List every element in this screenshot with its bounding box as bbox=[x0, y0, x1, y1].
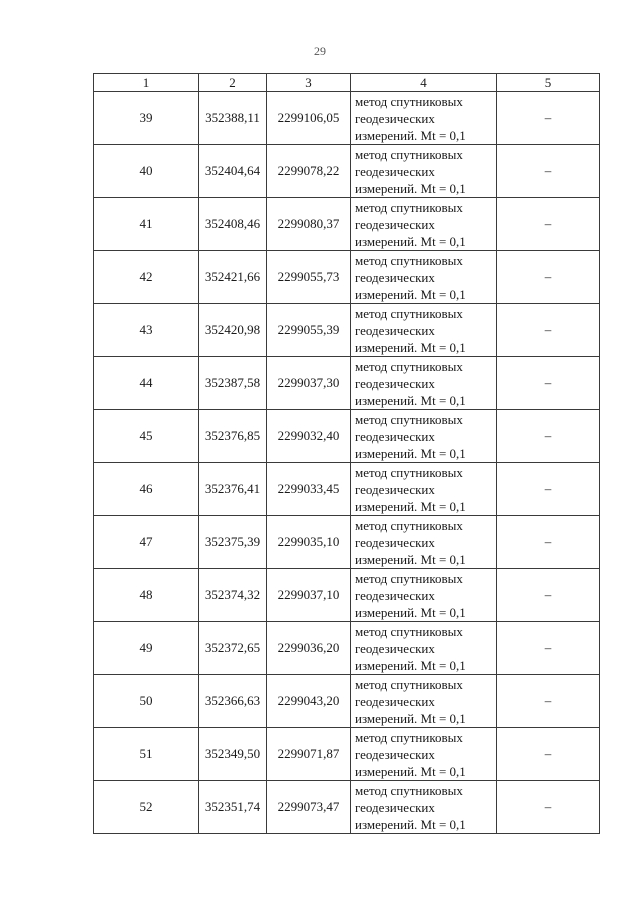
table-row bbox=[94, 251, 600, 304]
method-line: геодезических bbox=[355, 269, 435, 285]
method-line: измерений. Mt = 0,1 bbox=[355, 816, 466, 832]
method-line: измерений. Mt = 0,1 bbox=[355, 180, 466, 196]
x-coordinate-cell: 352420,98 bbox=[199, 304, 267, 357]
column-header-5: 5 bbox=[497, 74, 600, 92]
method-cell bbox=[351, 304, 497, 357]
method-line: метод спутниковых bbox=[355, 623, 463, 639]
method-line: геодезических bbox=[355, 640, 435, 656]
method-cell bbox=[351, 198, 497, 251]
table-row bbox=[94, 516, 600, 569]
point-number-cell: 45 bbox=[94, 410, 199, 463]
point-number-cell: 43 bbox=[94, 304, 199, 357]
y-coordinate-cell: 2299071,87 bbox=[267, 728, 351, 781]
y-coordinate-cell: 2299043,20 bbox=[267, 675, 351, 728]
method-line: геодезических bbox=[355, 799, 435, 815]
x-coordinate-cell: 352375,39 bbox=[199, 516, 267, 569]
table-row bbox=[94, 675, 600, 728]
method-line: метод спутниковых bbox=[355, 782, 463, 798]
y-coordinate-cell: 2299055,39 bbox=[267, 304, 351, 357]
y-coordinate-cell: 2299033,45 bbox=[267, 463, 351, 516]
method-line: геодезических bbox=[355, 481, 435, 497]
method-line: метод спутниковых bbox=[355, 570, 463, 586]
table-row bbox=[94, 463, 600, 516]
column-header-1: 1 bbox=[94, 74, 199, 92]
table-row bbox=[94, 92, 600, 145]
point-number-cell: 44 bbox=[94, 357, 199, 410]
method-cell bbox=[351, 675, 497, 728]
method-line: измерений. Mt = 0,1 bbox=[355, 286, 466, 302]
column-header-3: 3 bbox=[267, 74, 351, 92]
method-line: геодезических bbox=[355, 746, 435, 762]
table-row bbox=[94, 569, 600, 622]
y-coordinate-cell: 2299073,47 bbox=[267, 781, 351, 834]
method-line: измерений. Mt = 0,1 bbox=[355, 392, 466, 408]
point-number-cell: 47 bbox=[94, 516, 199, 569]
table-row bbox=[94, 198, 600, 251]
column-5-cell: – bbox=[497, 516, 600, 569]
method-line: метод спутниковых bbox=[355, 93, 463, 109]
point-number-cell: 42 bbox=[94, 251, 199, 304]
y-coordinate-cell: 2299080,37 bbox=[267, 198, 351, 251]
method-cell bbox=[351, 357, 497, 410]
point-number-cell: 40 bbox=[94, 145, 199, 198]
method-line: измерений. Mt = 0,1 bbox=[355, 339, 466, 355]
method-line: геодезических bbox=[355, 322, 435, 338]
x-coordinate-cell: 352421,66 bbox=[199, 251, 267, 304]
column-5-cell: – bbox=[497, 145, 600, 198]
y-coordinate-cell: 2299032,40 bbox=[267, 410, 351, 463]
table-row bbox=[94, 622, 600, 675]
method-cell bbox=[351, 410, 497, 463]
column-5-cell: – bbox=[497, 198, 600, 251]
method-line: метод спутниковых bbox=[355, 305, 463, 321]
method-line: измерений. Mt = 0,1 bbox=[355, 551, 466, 567]
column-5-cell: – bbox=[497, 463, 600, 516]
x-coordinate-cell: 352388,11 bbox=[199, 92, 267, 145]
method-cell bbox=[351, 251, 497, 304]
method-line: геодезических bbox=[355, 216, 435, 232]
x-coordinate-cell: 352387,58 bbox=[199, 357, 267, 410]
point-number-cell: 46 bbox=[94, 463, 199, 516]
y-coordinate-cell: 2299037,10 bbox=[267, 569, 351, 622]
table-row bbox=[94, 781, 600, 834]
method-line: метод спутниковых bbox=[355, 199, 463, 215]
column-5-cell: – bbox=[497, 304, 600, 357]
column-5-cell: – bbox=[497, 781, 600, 834]
column-5-cell: – bbox=[497, 675, 600, 728]
method-line: метод спутниковых bbox=[355, 252, 463, 268]
method-line: геодезических bbox=[355, 163, 435, 179]
point-number-cell: 39 bbox=[94, 92, 199, 145]
x-coordinate-cell: 352408,46 bbox=[199, 198, 267, 251]
method-line: геодезических bbox=[355, 428, 435, 444]
method-line: метод спутниковых bbox=[355, 676, 463, 692]
method-line: метод спутниковых bbox=[355, 358, 463, 374]
method-line: измерений. Mt = 0,1 bbox=[355, 710, 466, 726]
point-number-cell: 41 bbox=[94, 198, 199, 251]
column-header-4: 4 bbox=[351, 74, 497, 92]
table-row bbox=[94, 728, 600, 781]
column-5-cell: – bbox=[497, 622, 600, 675]
method-cell bbox=[351, 622, 497, 675]
coordinates-table bbox=[93, 73, 600, 834]
method-line: измерений. Mt = 0,1 bbox=[355, 445, 466, 461]
y-coordinate-cell: 2299078,22 bbox=[267, 145, 351, 198]
column-5-cell: – bbox=[497, 728, 600, 781]
method-line: измерений. Mt = 0,1 bbox=[355, 763, 466, 779]
y-coordinate-cell: 2299055,73 bbox=[267, 251, 351, 304]
method-line: геодезических bbox=[355, 693, 435, 709]
method-line: метод спутниковых bbox=[355, 729, 463, 745]
method-cell bbox=[351, 92, 497, 145]
x-coordinate-cell: 352349,50 bbox=[199, 728, 267, 781]
x-coordinate-cell: 352374,32 bbox=[199, 569, 267, 622]
x-coordinate-cell: 352372,65 bbox=[199, 622, 267, 675]
table-row bbox=[94, 304, 600, 357]
method-line: метод спутниковых bbox=[355, 411, 463, 427]
point-number-cell: 48 bbox=[94, 569, 199, 622]
y-coordinate-cell: 2299036,20 bbox=[267, 622, 351, 675]
method-line: измерений. Mt = 0,1 bbox=[355, 127, 466, 143]
method-line: измерений. Mt = 0,1 bbox=[355, 233, 466, 249]
y-coordinate-cell: 2299106,05 bbox=[267, 92, 351, 145]
table-header-row bbox=[94, 74, 600, 92]
method-cell bbox=[351, 516, 497, 569]
x-coordinate-cell: 352351,74 bbox=[199, 781, 267, 834]
method-line: метод спутниковых bbox=[355, 517, 463, 533]
method-cell bbox=[351, 145, 497, 198]
method-cell bbox=[351, 781, 497, 834]
x-coordinate-cell: 352376,41 bbox=[199, 463, 267, 516]
column-5-cell: – bbox=[497, 357, 600, 410]
method-cell bbox=[351, 728, 497, 781]
x-coordinate-cell: 352376,85 bbox=[199, 410, 267, 463]
method-line: измерений. Mt = 0,1 bbox=[355, 657, 466, 673]
x-coordinate-cell: 352366,63 bbox=[199, 675, 267, 728]
point-number-cell: 50 bbox=[94, 675, 199, 728]
method-line: геодезических bbox=[355, 110, 435, 126]
point-number-cell: 49 bbox=[94, 622, 199, 675]
column-5-cell: – bbox=[497, 251, 600, 304]
method-line: измерений. Mt = 0,1 bbox=[355, 604, 466, 620]
point-number-cell: 52 bbox=[94, 781, 199, 834]
method-cell bbox=[351, 569, 497, 622]
table-row bbox=[94, 145, 600, 198]
method-line: геодезических bbox=[355, 534, 435, 550]
method-line: измерений. Mt = 0,1 bbox=[355, 498, 466, 514]
x-coordinate-cell: 352404,64 bbox=[199, 145, 267, 198]
point-number-cell: 51 bbox=[94, 728, 199, 781]
method-line: метод спутниковых bbox=[355, 464, 463, 480]
table-row bbox=[94, 357, 600, 410]
method-cell bbox=[351, 463, 497, 516]
page-number: 29 bbox=[314, 44, 326, 58]
column-5-cell: – bbox=[497, 92, 600, 145]
table-body bbox=[94, 92, 600, 834]
method-line: геодезических bbox=[355, 375, 435, 391]
column-5-cell: – bbox=[497, 569, 600, 622]
method-line: метод спутниковых bbox=[355, 146, 463, 162]
y-coordinate-cell: 2299035,10 bbox=[267, 516, 351, 569]
column-header-2: 2 bbox=[199, 74, 267, 92]
y-coordinate-cell: 2299037,30 bbox=[267, 357, 351, 410]
column-5-cell: – bbox=[497, 410, 600, 463]
method-line: геодезических bbox=[355, 587, 435, 603]
table-row bbox=[94, 410, 600, 463]
